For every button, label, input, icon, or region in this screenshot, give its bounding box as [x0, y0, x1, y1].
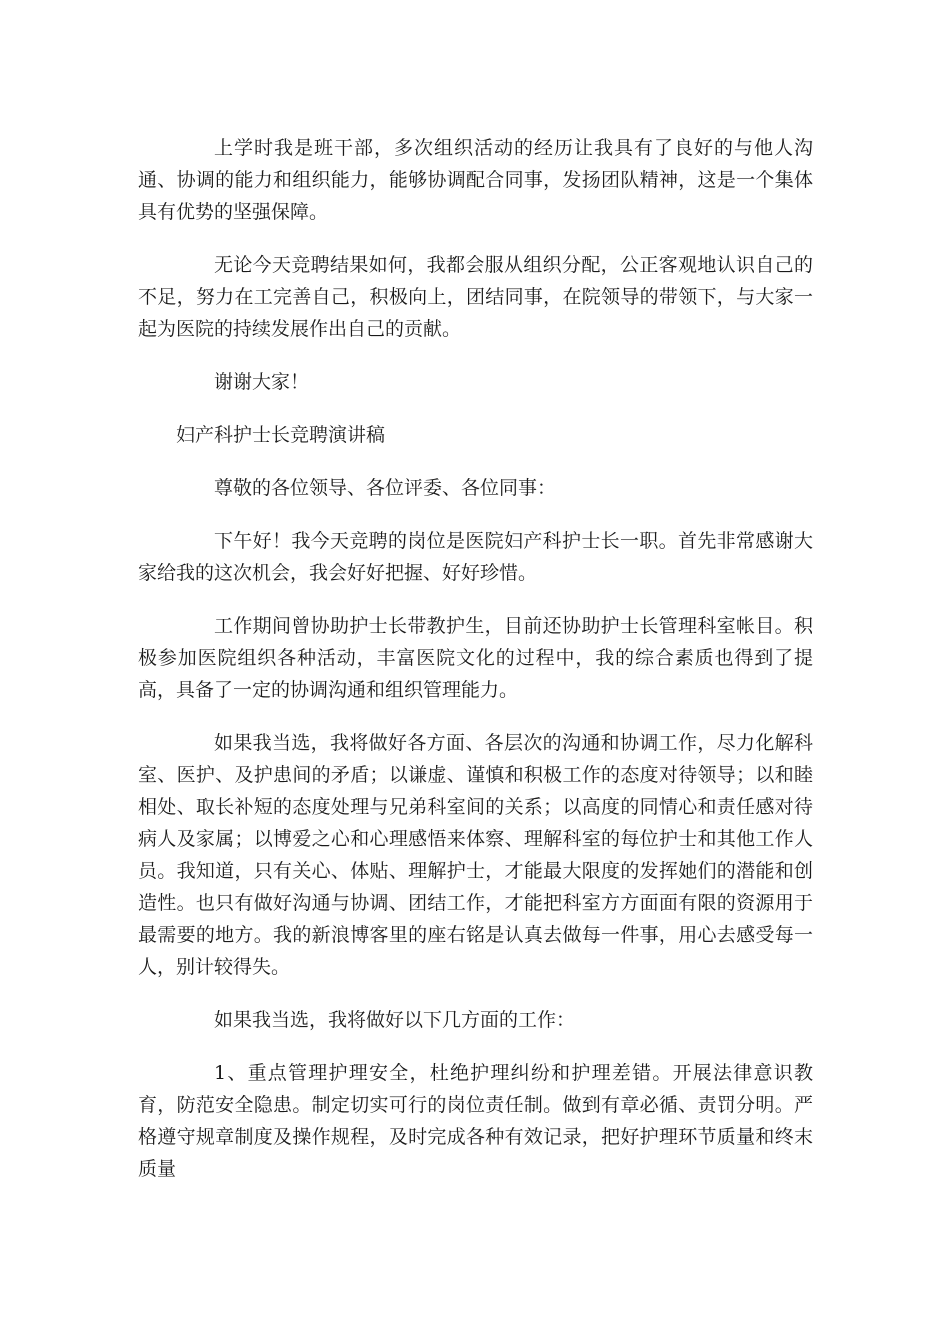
paragraph-salutation: 尊敬的各位领导、各位评委、各位同事： — [214, 477, 557, 499]
paragraph-obey-assignment: 无论今天竞聘结果如何，我都会服从组织分配，公正客观地认识自己的不足，努力在工完善自己，积极向上，团结同事，在院领导的带领下，与大家一起为医院的持续发展作出自己的贡献。 — [138, 254, 813, 340]
paragraph-communication: 如果我当选，我将做好各方面、各层次的沟通和协调工作，尽力化解科室、医护、及护患间的矛盾；以谦虚、谨慎和积极工作的态度对待领导；以和睦相处、取长补短的态度处理与兄弟科室间的关系；以高度的同情心和责任感对待病人及家属；以博爱之心和心理感悟来体察、理解科室的每位护士和其他工作人员。我知道，只有关心、体贴、理解护士，才能最大限度的发挥她们的潜能和创造性。也只有做好沟通与协调、团结工作，才能把科室方方面面有限的资源用于最需要的地方。我的新浪博客里的座右铭是认真去做每一件事，用心去感受每一人，别计较得失。 — [138, 732, 813, 978]
paragraph-safety-management: 1、重点管理护理安全，杜绝护理纠纷和护理差错。开展法律意识教育，防范安全隐患。制定切实可行的岗位责任制。做到有章必循、责罚分明。严格遵守规章制度及操作规程，及时完成各种有效记录，把好护理环节质量和终末质量 — [138, 1062, 813, 1180]
paragraph-work-experience: 工作期间曾协助护士长带教护生，目前还协助护士长管理科室帐目。积极参加医院组织各种活动，丰富医院文化的过程中，我的综合素质也得到了提高，具备了一定的协调沟通和组织管理能力。 — [138, 615, 813, 701]
paragraph-greeting: 下午好！我今天竞聘的岗位是医院妇产科护士长一职。首先非常感谢大家给我的这次机会，我会好好把握、好好珍惜。 — [138, 530, 813, 584]
speech-title: 妇产科护士长竞聘演讲稿 — [176, 424, 386, 446]
document-body — [138, 132, 813, 1206]
paragraph-work-plan-intro: 如果我当选，我将做好以下几方面的工作： — [214, 1009, 576, 1031]
paragraph-thanks: 谢谢大家！ — [214, 371, 310, 393]
paragraph-class-leader: 上学时我是班干部，多次组织活动的经历让我具有了良好的与他人沟通、协调的能力和组织能力，能够协调配合同事，发扬团队精神，这是一个集体具有优势的坚强保障。 — [138, 137, 813, 223]
